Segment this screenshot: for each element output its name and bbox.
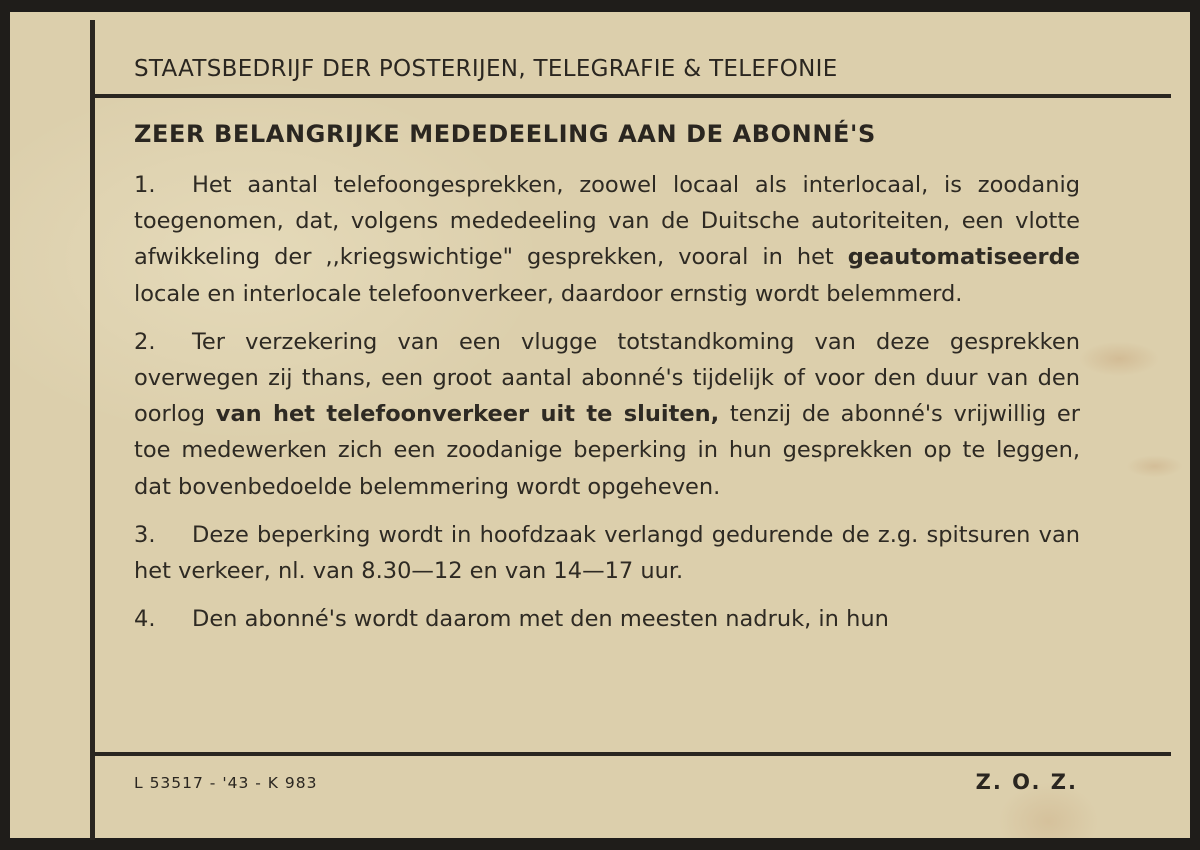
organization-name: STAATSBEDRIJF DER POSTERIJEN, TELEGRAFIE & TELEFONIE [134,56,838,82]
bottom-rule [95,752,1171,756]
notice-headline: ZEER BELANGRIJKE MEDEDEELING AAN DE ABONNÉ'S [134,120,876,148]
paragraph-text: Het aantal telefoongesprekken, zoowel locaal als interlocaal, is zoodanig toegenomen, dat, volgens mededeeling van de Duitsche autoriteiten, een vlotte afwikkeling der ,,kriegswichtige" gesprekken, vooral in het [134,172,1080,271]
vertical-rule [90,20,95,840]
paragraph-number: 1. [134,172,156,198]
paragraph-number: 4. [134,606,156,633]
notice-body [134,167,1080,649]
paragraph-text: Deze beperking wordt in hoofdzaak verlangd gedurende de z.g. spitsuren van het verkeer, nl. van 8.30—12 en van 14—17 uur. [134,521,1080,585]
paragraph-text: Ter verzekering van een vlugge totstandkoming van deze gesprekken overwegen zij thans, een groot aantal abonné's tijdelijk of voor den duur van den oorlog [134,328,1080,428]
paragraph-text: locale en interlocale telefoonverkeer, daardoor ernstig wordt belemmerd. [134,280,963,307]
print-code: L 53517 - '43 - K 983 [134,774,318,792]
notice-card [10,12,1190,838]
paragraph-number: 2. [134,328,156,355]
paragraph-number: 3. [134,521,156,548]
paragraph-1 [134,167,1080,312]
paragraph-text: Den abonné's wordt daarom met den meesten nadruk, in hun [192,606,889,633]
top-rule [95,94,1171,98]
paragraph-2 [134,324,1080,505]
paragraph-3 [134,517,1080,589]
paragraph-text: tenzij de abonné's vrijwillig er toe medewerken zich een zoodanige beperking in hun gesprekken op te leggen, dat bovenbedoelde belemmering wordt opgeheven. [134,401,1080,500]
paragraph-emphasis: geautomatiseerde [847,244,1080,271]
continuation-mark: Z. O. Z. [975,770,1078,794]
paragraph-emphasis: van het telefoonverkeer uit te sluiten, [215,401,720,428]
paragraph-4 [134,601,1080,637]
